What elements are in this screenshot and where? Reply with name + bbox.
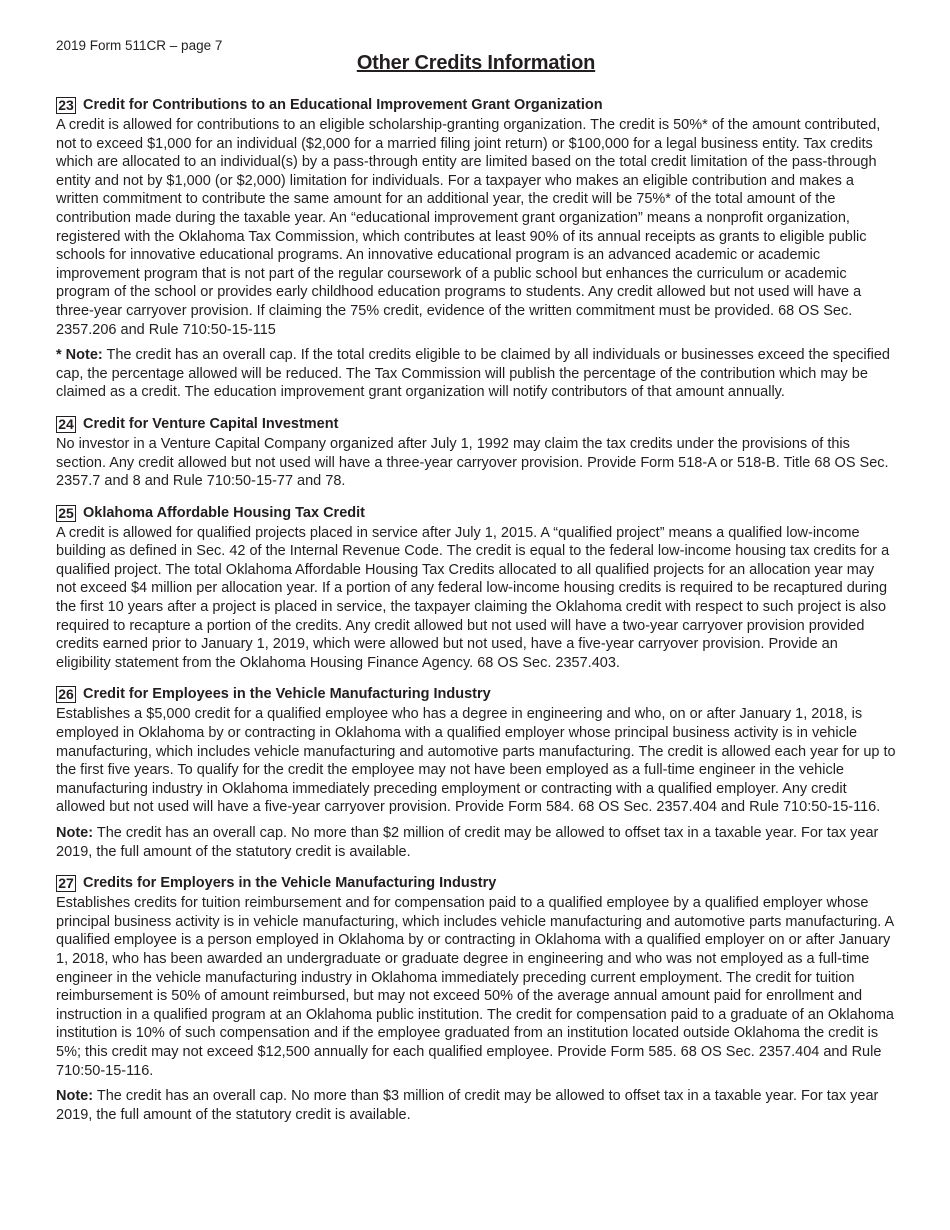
section-note bbox=[56, 346, 896, 402]
section-number-box: 23 bbox=[56, 97, 76, 114]
section-number-box: 27 bbox=[56, 875, 76, 892]
note-text: The credit has an overall cap. If the total credits eligible to be claimed by all individuals or businesses exceed the specified cap, the percentage allowed will be reduced. The Tax Commission will publish the percentage of the contribution which may be claimed as a credit. The education improvement grant organization will notify contributors of that amount annually. bbox=[56, 347, 890, 401]
page-title: Other Credits Information bbox=[356, 52, 596, 74]
note-label: Note: bbox=[56, 825, 94, 841]
note-label: * Note: bbox=[56, 347, 103, 364]
section-24 bbox=[56, 416, 896, 491]
section-title: Credit for Employees in the Vehicle Manufacturing Industry bbox=[83, 686, 491, 703]
note-label: Note: bbox=[56, 1088, 94, 1105]
section-title: Credit for Contributions to an Educational Improvement Grant Organization bbox=[83, 97, 603, 113]
section-27 bbox=[56, 875, 896, 1124]
section-note bbox=[56, 824, 896, 861]
section-heading bbox=[56, 416, 896, 433]
note-text: The credit has an overall cap. No more than $2 million of credit may be allowed to offset tax in a taxable year. For tax year 2019, the full amount of the statutory credit is available. bbox=[56, 825, 879, 860]
section-body: Establishes a $5,000 credit for a qualified employee who has a degree in engineering and who, on or after January 1, 2018, is employed in Oklahoma by or contracting in Oklahoma with a qualified employer whose principal business activity is in vehicle manufacturing, which includes vehicle manufacturing and automotive parts manufacturing. The credit is allowed each year for up to the first five years. To qualify for the credit the employee may not have been employed as a full-time engineer in the vehicle manufacturing industry in Oklahoma immediately preceding employment or contracting with a qualified employer. Any credit allowed but not used will have a five-year carryover provision. Provide Form 584. 68 OS Sec. 2357.404 and Rule 710:50-15-116. bbox=[56, 706, 896, 816]
section-body: A credit is allowed for qualified projects placed in service after July 1, 2015. A “qualified project” means a qualified low-income building as defined in Sec. 42 of the Internal Revenue Code. The credit is equal to the federal low-income housing tax credits for a qualified project. The total Oklahoma Affordable Housing Tax Credits allocated to all qualified projects for an allocation year may not exceed $4 million per allocation year. If a portion of any federal low-income housing credits is required to be recaptured during the first 10 years after a project is placed in service, the taxpayer claiming the Oklahoma credit with respect to such project is also required to recapture a portion of the credits. Any credit allowed but not used will have a two-year carryover provision provided credits earned prior to January 1, 2019, which were allowed but not used, have a five-year carryover provision. Provide an eligibility statement from the Oklahoma Housing Finance Agency. 68 OS Sec. 2357.403. bbox=[56, 524, 890, 671]
section-26 bbox=[56, 686, 896, 861]
section-number-box: 25 bbox=[56, 505, 76, 522]
section-23 bbox=[56, 97, 896, 402]
section-25 bbox=[56, 505, 896, 673]
document-page bbox=[56, 38, 896, 1138]
section-heading bbox=[56, 97, 896, 114]
section-heading bbox=[56, 686, 896, 703]
section-title: Oklahoma Affordable Housing Tax Credit bbox=[83, 504, 365, 521]
section-title: Credit for Venture Capital Investment bbox=[83, 415, 339, 432]
note-text: The credit has an overall cap. No more than $3 million of credit may be allowed to offset tax in a taxable year. For tax year 2019, the full amount of the statutory credit is available. bbox=[56, 1088, 879, 1123]
form-page-label: 2019 Form 511CR – page 7 bbox=[56, 38, 223, 53]
section-body: A credit is allowed for contributions to an eligible scholarship-granting organization. The credit is 50%* of the amount contributed, not to exceed $1,000 for an individual ($2,000 for a married filing joint return) or $100,000 for a legal business entity. Tax credits which are allocated to an individual(s) by a pass-through entity are limited based on the total credit limitation of the pass-through entity and not by $1,000 (or $2,000) limitation for individuals. For a taxpayer who makes an eligible contribution and makes a written commitment to contribute the same amount for an additional year, the credit will be 75%* of the total amount of the contribution made during the taxable year. An “educational improvement grant organization” means a nonprofit organization, registered with the Oklahoma Tax Commission, which contributes at least 90% of its annual receipts as grants to eligible public schools for innovative educational programs. An innovative educational program is an advanced academic or academic improvement program that is not part of the regular coursework of a public school but enhances the curriculum or academic program of the school or provides early childhood education programs to students. Any credit allowed but not used will have a three-year carryover provision. If claiming the 75% credit, evidence of the written commitment must be provided. 68 OS Sec. 2357.206 and Rule 710:50-15-115 bbox=[56, 117, 881, 338]
section-title: Credits for Employers in the Vehicle Manufacturing Industry bbox=[83, 875, 497, 892]
section-number-box: 26 bbox=[56, 686, 76, 703]
section-number-box: 24 bbox=[56, 416, 76, 433]
section-heading bbox=[56, 505, 896, 522]
section-heading bbox=[56, 875, 896, 892]
section-note bbox=[56, 1087, 896, 1124]
section-body: Establishes credits for tuition reimbursement and for compensation paid to a qualified employee by a qualified employer whose principal business activity is in vehicle manufacturing, which includes vehicle manufacturing and automotive parts manufacturing. A qualified employee is a person employed in Oklahoma by or contracting in Oklahoma with a qualified employer on or after January 1, 2018, who has been awarded an undergraduate or graduate degree in engineering and who was not employed as a full-time engineer in the vehicle manufacturing industry in Oklahoma immediately preceding current employment. The credit for tuition reimbursement is 50% of amount reimbursed, but may not exceed 50% of the average annual amount paid for enrollment and instruction in a qualified program at an Oklahoma public institution. The credit for compensation paid to a graduate of an Oklahoma institution is 10% of such compensation and if the employee graduated from an institution located outside Oklahoma the credit is 5%; this credit may not exceed $12,500 annually for each qualified employee. Provide Form 585. 68 OS Sec. 2357.404 and Rule 710:50-15-116. bbox=[56, 895, 894, 1079]
section-body: No investor in a Venture Capital Company organized after July 1, 1992 may claim the tax credits under the provisions of this section. Any credit allowed but not used will have a three-year carryover provision. Provide Form 518-A or 518-B. Title 68 OS Sec. 2357.7 and 8 and Rule 710:50-15-77 and 78. bbox=[56, 435, 889, 490]
